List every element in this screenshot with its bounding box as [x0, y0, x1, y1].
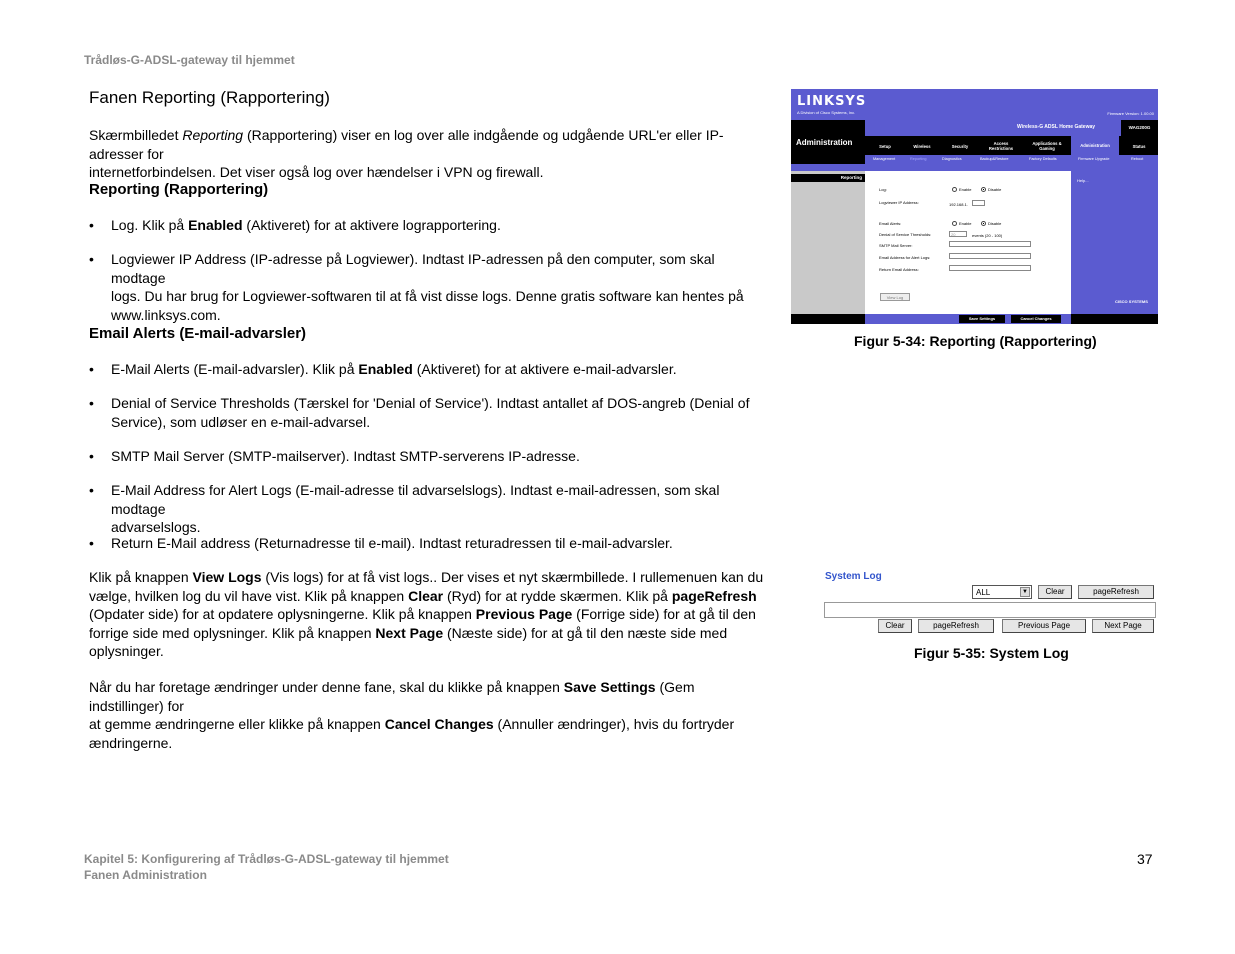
- gateway-name: Wireless-G ADSL Home Gateway: [1017, 124, 1096, 130]
- subtab-factory-defaults[interactable]: Factory Defaults: [1029, 157, 1057, 161]
- product-bar: [865, 120, 1158, 136]
- model-number: WAG200G: [1121, 120, 1158, 136]
- dos-unit: events (20 - 100): [972, 233, 1003, 238]
- bullet-text: Return E-Mail address (Returnadresse til e-mail). Indtast returadressen til e-mail-advarsler.: [111, 535, 673, 551]
- subtab-row: [865, 155, 1158, 164]
- bullet-dot: •: [89, 217, 94, 233]
- footer-section: Fanen Administration: [84, 868, 207, 882]
- logviewer-label: Logviewer IP Address:: [879, 200, 919, 205]
- bullet-text: SMTP Mail Server (SMTP-mailserver). Indtast SMTP-serverens IP-adresse.: [111, 448, 580, 464]
- ip-prefix: 192.168.1.: [949, 202, 968, 207]
- subtab-diagnostics[interactable]: Diagnostics: [942, 157, 962, 161]
- log-enable-label: Enable: [959, 187, 972, 192]
- para-text: at gemme ændringerne eller klikke på knappen: [89, 716, 385, 732]
- para-bold: Next Page: [375, 624, 444, 641]
- system-log-title: System Log: [825, 571, 882, 582]
- page-refresh-button[interactable]: pageRefresh: [918, 619, 994, 633]
- linksys-logo: LINKSYS: [797, 94, 867, 109]
- log-display: [824, 602, 1156, 618]
- subtab-reporting[interactable]: Reporting: [910, 157, 927, 161]
- return-email-label: Return Email Address:: [879, 267, 919, 272]
- para-text: (Forrige side) for at gå til den: [572, 606, 756, 622]
- logo-subtitle: A Division of Cisco Systems, Inc.: [797, 110, 856, 115]
- para-bold: Save Settings: [563, 679, 656, 695]
- footer: [84, 851, 449, 883]
- para-text: (Annuller ændringer), hvis du fortryder: [493, 716, 735, 732]
- para-text: forrige side med oplysninger. Klik på knappen: [89, 624, 376, 641]
- para-text: Når du har foretage ændringer under denne fane, skal du klikke på knappen: [89, 679, 564, 695]
- bullet-line: Service), som udløser en e-mail-advarsel.: [111, 413, 371, 430]
- bullet-line: logs. Du har brug for Logviewer-softwaren til at få vist disse logs. Denne gratis software kan hentes på: [111, 288, 744, 304]
- footer-chapter: Kapitel 5: Konfigurering af Trådløs-G-ADSL-gateway til hjemmet: [84, 852, 449, 866]
- reporting-heading: Reporting (Rapportering): [89, 181, 269, 198]
- clear-button[interactable]: Clear: [878, 619, 912, 633]
- email-alerts-label: Email Alerts:: [879, 221, 902, 226]
- firmware-version: Firmware Version: 1.00.00: [1107, 111, 1154, 116]
- help-link[interactable]: Help...: [1077, 178, 1089, 183]
- para-text: vælge, hvilken log du vil have vist. Klik på knappen: [89, 587, 409, 604]
- bullet-dot: •: [89, 395, 94, 411]
- bullet-line: Denial of Service Thresholds (Tærskel for 'Denial of Service'). Indtast antallet af DOS-angreb (Denial of: [111, 395, 750, 411]
- intro-line1-rest: (Rapportering) viser en log over alle indgående og udgående URL'er eller IP-adresser for: [89, 127, 724, 162]
- smtp-label: SMTP Mail Server:: [879, 243, 913, 248]
- page-refresh-button-top[interactable]: pageRefresh: [1078, 585, 1154, 599]
- bullet-dot: •: [89, 448, 94, 464]
- email-disable-label: Disable: [988, 221, 1002, 226]
- admin-title: Administration: [796, 138, 853, 147]
- bullet-dot: •: [89, 251, 94, 267]
- log-disable-label: Disable: [988, 187, 1002, 192]
- para-text: (Ryd) for at rydde skærmen. Klik på: [443, 587, 672, 604]
- alert-email-label: Email Address for Alert Logs:: [879, 255, 931, 260]
- tab-administration[interactable]: Administration: [1071, 136, 1119, 155]
- para-text: (Opdater side) for at opdatere oplysningerne. Klik på knappen: [89, 606, 476, 622]
- clear-button-top[interactable]: Clear: [1038, 585, 1072, 599]
- tab-wireless[interactable]: Wireless: [913, 144, 931, 149]
- bullet-email-alerts: [89, 360, 769, 380]
- left-section-label: Reporting: [791, 174, 865, 182]
- button-bar-left: [791, 314, 865, 324]
- intro-italic: Reporting: [182, 127, 244, 143]
- tab-applications-gaming[interactable]: Applications & Gaming: [1032, 141, 1062, 151]
- bullet-text: (Aktiveret) for at aktivere e-mail-advarsler.: [412, 361, 677, 377]
- para-bold: Clear: [408, 587, 444, 604]
- previous-page-button[interactable]: Previous Page: [1002, 619, 1086, 633]
- para-text: oplysninger.: [89, 643, 164, 659]
- button-bar-right: [1071, 314, 1158, 324]
- tab-setup[interactable]: Setup: [879, 144, 891, 149]
- intro-paragraph: [89, 126, 769, 182]
- subtab-management[interactable]: Management: [873, 157, 896, 161]
- section-title: Fanen Reporting (Rapportering): [89, 88, 330, 107]
- email-heading: Email Alerts (E-mail-advarsler): [89, 325, 307, 342]
- para-text: ændringerne.: [89, 734, 173, 751]
- bullet-dot: •: [89, 361, 94, 377]
- save-paragraph: [89, 678, 769, 752]
- dos-label: Denial of Service Thresholds:: [879, 232, 932, 237]
- alert-email-input[interactable]: [949, 253, 1031, 259]
- log-enable-radio[interactable]: [952, 187, 957, 192]
- cancel-changes-button[interactable]: Cancel Changes: [1011, 315, 1061, 323]
- para-bold: Previous Page: [475, 606, 573, 622]
- intro-line2: internetforbindelsen. Det viser også log over hændelser i VPN og firewall.: [89, 164, 544, 180]
- para-bold: pageRefresh: [671, 587, 757, 604]
- bullet-text: Log. Klik på: [111, 217, 189, 233]
- log-disable-radio[interactable]: [981, 187, 986, 192]
- next-page-button[interactable]: Next Page: [1092, 619, 1154, 633]
- tab-security[interactable]: Security: [951, 144, 969, 149]
- bullet-dot: •: [89, 535, 94, 551]
- bullet-line: E-Mail Address for Alert Logs (E-mail-adresse til advarselslogs). Indtast e-mail-adressen, som skal modtage: [111, 482, 720, 517]
- viewlogs-paragraph: [89, 568, 769, 661]
- save-settings-button[interactable]: Save Settings: [959, 315, 1005, 323]
- bullet-text: E-Mail Alerts (E-mail-advarsler). Klik på: [111, 361, 359, 377]
- page-number: 37: [1137, 851, 1153, 867]
- tab-status[interactable]: Status: [1132, 144, 1146, 149]
- view-log-button[interactable]: View Log: [880, 293, 910, 301]
- bullet-line: Logviewer IP Address (IP-adresse på Logviewer). Indtast IP-adressen på den computer, som skal modtage: [111, 251, 715, 286]
- bullet-dos: [89, 394, 769, 432]
- system-log-screenshot: [822, 567, 1158, 637]
- cisco-logo: CISCO SYSTEMS: [1115, 299, 1148, 304]
- help-pane: [1071, 171, 1158, 314]
- log-type-value: ALL: [976, 588, 991, 597]
- log-label: Log:: [879, 187, 887, 192]
- bullet-line: www.linksys.com.: [111, 306, 221, 323]
- figure-34-caption: Figur 5-34: Reporting (Rapportering): [854, 333, 1097, 349]
- bullet-bold: Enabled: [358, 361, 413, 377]
- para-text: (Næste side) for at gå til den næste side med: [443, 624, 728, 641]
- bullet-text: (Aktiveret) for at aktivere lograpportering.: [242, 217, 501, 233]
- tab-access-restrictions[interactable]: Access Restrictions: [988, 141, 1014, 151]
- bullet-line: advarselslogs.: [111, 519, 201, 535]
- dos-input[interactable]: 20: [949, 231, 967, 237]
- bullet-logviewer: [89, 250, 769, 323]
- email-disable-radio[interactable]: [981, 221, 986, 226]
- para-text: (Vis logs) for at få vist logs.. Der vises et nyt skærmbillede. I rullemenuen kan du: [261, 569, 764, 585]
- email-enable-label: Enable: [959, 221, 972, 226]
- reporting-screenshot: [791, 89, 1158, 324]
- left-pane: [791, 171, 865, 314]
- bullet-smtp: [89, 447, 769, 467]
- return-email-input[interactable]: [949, 265, 1031, 271]
- smtp-input[interactable]: [949, 241, 1031, 247]
- bullet-dot: •: [89, 482, 94, 498]
- bullet-return-address: [89, 534, 769, 554]
- subtab-backup-restore[interactable]: Backup&Restore: [980, 157, 1009, 161]
- bullet-log: [89, 216, 769, 236]
- chevron-down-icon[interactable]: ▼: [1020, 587, 1030, 597]
- subtab-reboot[interactable]: Reboot: [1131, 157, 1144, 161]
- para-text: (Gem indstillinger) for: [89, 679, 695, 714]
- email-enable-radio[interactable]: [952, 221, 957, 226]
- figure-35-caption: Figur 5-35: System Log: [914, 645, 1069, 661]
- para-text: Klik på knappen: [89, 569, 193, 585]
- intro-pre: Skærmbilledet: [89, 127, 183, 143]
- running-head: Trådløs-G-ADSL-gateway til hjemmet: [84, 53, 295, 67]
- log-type-select[interactable]: [972, 585, 1032, 599]
- bullet-alert-address: [89, 481, 769, 535]
- bullet-bold: Enabled: [188, 217, 243, 233]
- para-bold: Cancel Changes: [384, 716, 494, 732]
- subtab-firmware-upgrade[interactable]: Firmware Upgrade: [1078, 157, 1110, 161]
- para-bold: View Logs: [192, 569, 262, 585]
- logviewer-ip-input[interactable]: [972, 200, 985, 206]
